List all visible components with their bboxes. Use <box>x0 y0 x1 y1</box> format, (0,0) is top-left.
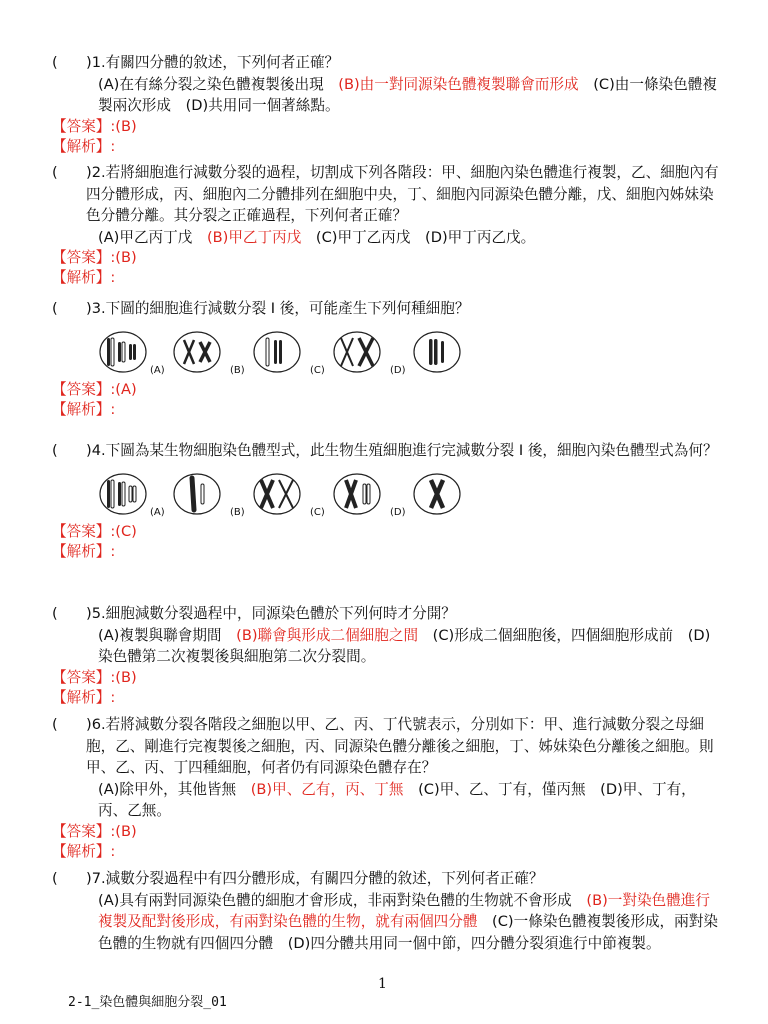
figure-row <box>98 472 724 518</box>
question-number: )5. <box>86 605 106 622</box>
answer-blank: ( <box>52 870 58 887</box>
options: (A)複製與聯會期間 (B)聯會與形成二個細胞之間 (C)形成二個細胞後，四個細胞形成前 (D)染色體第二次複製後與細胞第二次分裂間。 <box>98 626 711 665</box>
question-stem: 下圖為某生物細胞染色體型式，此生物生殖細胞進行完減數分裂 I 後，細胞內染色體型式為何？ <box>105 442 718 459</box>
page-number: 1 <box>378 976 387 992</box>
figure-label: (C) <box>310 506 325 518</box>
question-5 <box>52 603 724 708</box>
question-3 <box>52 298 724 420</box>
question-number: )4. <box>86 442 106 459</box>
cell-option-c-figure <box>332 472 382 516</box>
answer-line: 【答案】:(C) <box>52 522 137 540</box>
options: (A)具有兩對同源染色體的細胞才會形成，非兩對染色體的生物就不會形成 (B)一對染色體進行複製及配對後形成，有兩對染色體的生物，就有兩個四分體 (C)一條染色體複製後形成，兩對染色體的生物就有四個四分體 (D)四分體共用同一個中節，四分體分裂須進行中節複製。 <box>98 891 718 952</box>
cell-option-b-figure <box>252 330 302 374</box>
answer-blank: ( <box>52 300 58 317</box>
correct-option: (B)聯會與形成二個細胞之間 <box>236 626 419 644</box>
question-1 <box>52 52 724 157</box>
question-stem: 下圖的細胞進行減數分裂 I 後，可能產生下列何種細胞？ <box>105 300 470 317</box>
answer-blank: ( <box>52 605 58 622</box>
options: (A)在有絲分裂之染色體複製後出現 (B)由一對同源染色體複製聯會而形成 (C)由一條染色體複製兩次形成 (D)共用同一個著絲點。 <box>98 75 717 114</box>
question-7 <box>52 868 724 954</box>
question-stem: 細胞減數分裂過程中，同源染色體於下列何時才分開？ <box>105 605 456 622</box>
cell-option-d-figure <box>412 472 462 516</box>
question-stem: 減數分裂過程中有四分體形成，有關四分體的敘述，下列何者正確？ <box>105 870 544 887</box>
question-4 <box>52 440 724 562</box>
correct-option: (B)一對染色體進行複製及配對後形成，有兩對染色體的生物，就有兩個四分體 <box>98 891 710 930</box>
cell-option-a-figure <box>172 472 222 516</box>
figure-label: (D) <box>390 364 406 376</box>
options: (A)甲乙丙丁戊 (B)甲乙丁丙戊 (C)甲丁乙丙戊 (D)甲丁丙乙戊。 <box>98 228 536 246</box>
analysis-line: 【解析】: <box>52 542 116 560</box>
analysis-line: 【解析】: <box>52 269 116 286</box>
answer-blank: ( <box>52 716 58 733</box>
answer-blank: ( <box>52 54 58 71</box>
figure-label: (C) <box>310 364 325 376</box>
question-stem: 若將減數分裂各階段之細胞以甲、乙、丙、丁代號表示，分別如下：甲、進行減數分裂之母細胞，乙、剛進行完複製後之細胞，丙、同源染色體分離後之細胞，丁、姊妹染色分離後之細胞。則甲、乙、丙、丁四種細胞，何者仍有同源染色體存在？ <box>86 716 714 776</box>
analysis-line: 【解析】: <box>52 400 116 418</box>
answer-line: 【答案】:(A) <box>52 380 137 398</box>
answer-line: 【答案】:(B) <box>52 822 137 840</box>
analysis-line: 【解析】: <box>52 842 116 860</box>
question-2 <box>52 162 724 288</box>
question-number: )3. <box>86 300 106 317</box>
question-6 <box>52 714 724 862</box>
figure-label: (A) <box>150 364 165 376</box>
answer-line: 【答案】:(B) <box>52 249 137 266</box>
analysis-line: 【解析】: <box>52 688 116 706</box>
options: (A)除甲外，其他皆無 (B)甲、乙有，丙、丁無 (C)甲、乙、丁有，僅丙無 (D)甲、丁有，丙、乙無。 <box>98 780 696 819</box>
figure-label: (B) <box>230 364 245 376</box>
question-number: )1. <box>86 54 106 71</box>
figure-row <box>98 330 724 376</box>
figure-label: (A) <box>150 506 165 518</box>
footer-filename: 2-1_染色體與細胞分裂_01 <box>68 995 227 1010</box>
correct-option: (B)甲乙丁丙戊 <box>206 228 302 246</box>
answer-line: 【答案】:(B) <box>52 117 137 135</box>
cell-option-c-figure <box>332 330 382 374</box>
question-stem: 有關四分體的敘述，下列何者正確？ <box>105 54 340 71</box>
question-number: )2. <box>86 164 106 181</box>
correct-option: (B)由一對同源染色體複製聯會而形成 <box>338 75 579 93</box>
question-number: )6. <box>86 716 106 733</box>
cell-option-d-figure <box>412 330 462 374</box>
cell-original-figure <box>98 330 148 374</box>
question-number: )7. <box>86 870 106 887</box>
figure-label: (B) <box>230 506 245 518</box>
answer-blank: ( <box>52 442 58 459</box>
analysis-line: 【解析】: <box>52 137 116 155</box>
figure-label: (D) <box>390 506 406 518</box>
cell-option-b-figure <box>252 472 302 516</box>
correct-option: (B)甲、乙有，丙、丁無 <box>250 780 404 798</box>
cell-option-a-figure <box>172 330 222 374</box>
question-stem: 若將細胞進行減數分裂的過程，切割成下列各階段：甲、細胞內染色體進行複製，乙、細胞內有四分體形成，丙、細胞內二分體排列在細胞中央，丁、細胞內同源染色體分離，戊、細胞內姊妹染色分體分離。其分裂之正確過程，下列何者正確？ <box>86 164 719 224</box>
answer-line: 【答案】:(B) <box>52 668 137 686</box>
answer-blank: ( <box>52 164 58 181</box>
cell-original-figure <box>98 472 148 516</box>
